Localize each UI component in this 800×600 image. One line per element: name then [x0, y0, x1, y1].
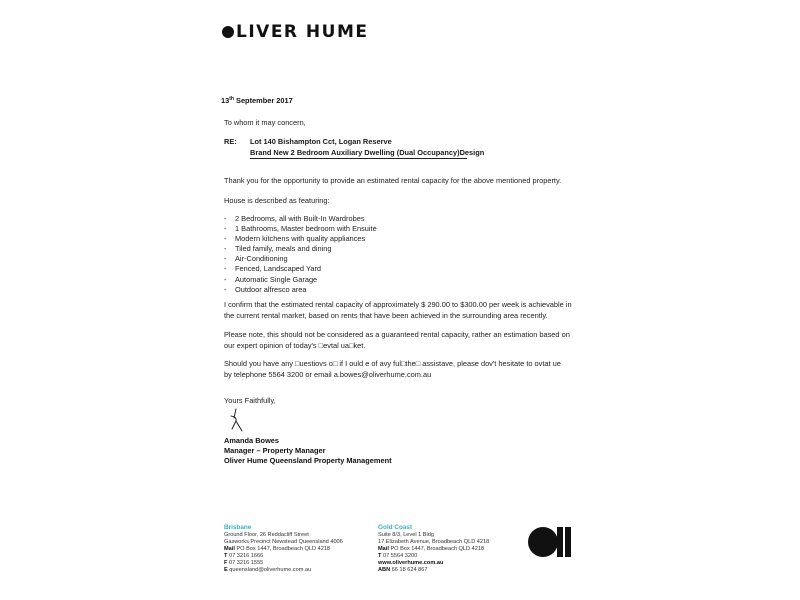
- letter-date: [221, 96, 293, 106]
- list-item: - Air-Conditioning: [224, 254, 288, 264]
- list-item: - Automatic Single Garage: [224, 274, 318, 284]
- address-line: Gasworks Precinct Newstead Queensland 4006: [224, 539, 343, 546]
- questions-line-1: Should you have any □uestiovs o□ if I ould e of avy ful□the□ assistave, please dov't hesitate to ovtat ue: [224, 359, 561, 368]
- footer-brisbane: [224, 524, 343, 575]
- re-line-2: Brand New 2 Bedroom Auxiliary Dwelling (Dual Occupancy)Design: [250, 147, 485, 157]
- re-label: RE:: [224, 137, 237, 146]
- signer-name: Amanda Bowes: [224, 436, 280, 445]
- signer-title: Manager – Property Manager: [224, 446, 326, 455]
- note-line-2: our expert opinion of today's □evtal ua□ket.: [224, 341, 366, 350]
- list-item: - 2 Bedrooms, all with Built-In Wardrobes: [224, 214, 365, 223]
- oh-monogram-icon: [527, 524, 573, 560]
- signer-company: Oliver Hume Queensland Property Management: [224, 456, 392, 465]
- date-suffix: th: [229, 96, 234, 102]
- date-rest: September 2017: [233, 96, 293, 105]
- features-intro: House is described as featuring:: [224, 196, 330, 205]
- brand-logo: [222, 22, 369, 42]
- list-item: - 1 Bathrooms, Master bedroom with Ensuite: [224, 224, 377, 234]
- website-line: www.oliverhume.com.au: [378, 560, 444, 567]
- list-item: - Tiled family, meals and dining: [224, 244, 332, 254]
- features-list: [224, 214, 377, 295]
- abn-line: ABN 66 18 624 867: [378, 567, 428, 574]
- list-item: - Fenced, Landscaped Yard: [224, 264, 322, 274]
- intro-paragraph: Thank you for the opportunity to provide an estimated rental capacity for the above mentioned property.: [224, 176, 562, 185]
- phone-line: T 07 3216 1666: [224, 553, 264, 560]
- footer-goldcoast: [378, 524, 489, 575]
- note-line-1: Please note, this should not be considered as a guaranteed rental capacity, rather an estimation based on: [224, 330, 570, 339]
- list-item: - Modern kitchens with quality appliances: [224, 234, 366, 244]
- fax-line: F 07 3216 1555: [224, 560, 264, 567]
- logo-text: LIVER HUME: [236, 22, 369, 42]
- re-underline: [250, 158, 467, 159]
- questions-line-2: by telephone 5564 3200 or email a.bowes@oliverhume.com.au: [224, 370, 432, 379]
- city-brisbane: Brisbane: [224, 524, 252, 531]
- mail-line: Mail PO Box 1447, Broadbeach QLD 4218: [224, 546, 331, 553]
- address-line: 17 Elizabeth Avenue, Broadbeach QLD 4218: [378, 539, 490, 546]
- signature-image: [228, 408, 246, 432]
- list-item: - Outdoor alfresco area: [224, 284, 307, 294]
- mail-line: Mail PO Box 1447, Broadbeach QLD 4218: [378, 546, 485, 553]
- phone-line: T 07 5564 3200: [378, 553, 418, 560]
- greeting: To whom it may concern,: [224, 118, 306, 127]
- confirm-line-1: I confirm that the estimated rental capacity of approximately $ 290.00 to $300.00 per week is achievable in: [224, 300, 572, 309]
- date-day: 13: [221, 96, 230, 105]
- closing: Yours Faithfully,: [224, 396, 276, 405]
- address-line: Ground Floor, 26 Reddacliff Street: [224, 532, 309, 538]
- city-goldcoast: Gold Coast: [378, 524, 413, 531]
- logo-o-circle-icon: [222, 26, 234, 38]
- email-line: E queensland@oliverhume.com.au: [224, 567, 312, 574]
- confirm-line-2: the current rental market, based on rents that have been achieved in the surrounding area recently.: [224, 311, 548, 320]
- address-line: Suite 8/3, Level 1 Bldg: [378, 532, 434, 538]
- re-line-1: Lot 140 Bishampton Cct, Logan Reserve: [250, 137, 392, 146]
